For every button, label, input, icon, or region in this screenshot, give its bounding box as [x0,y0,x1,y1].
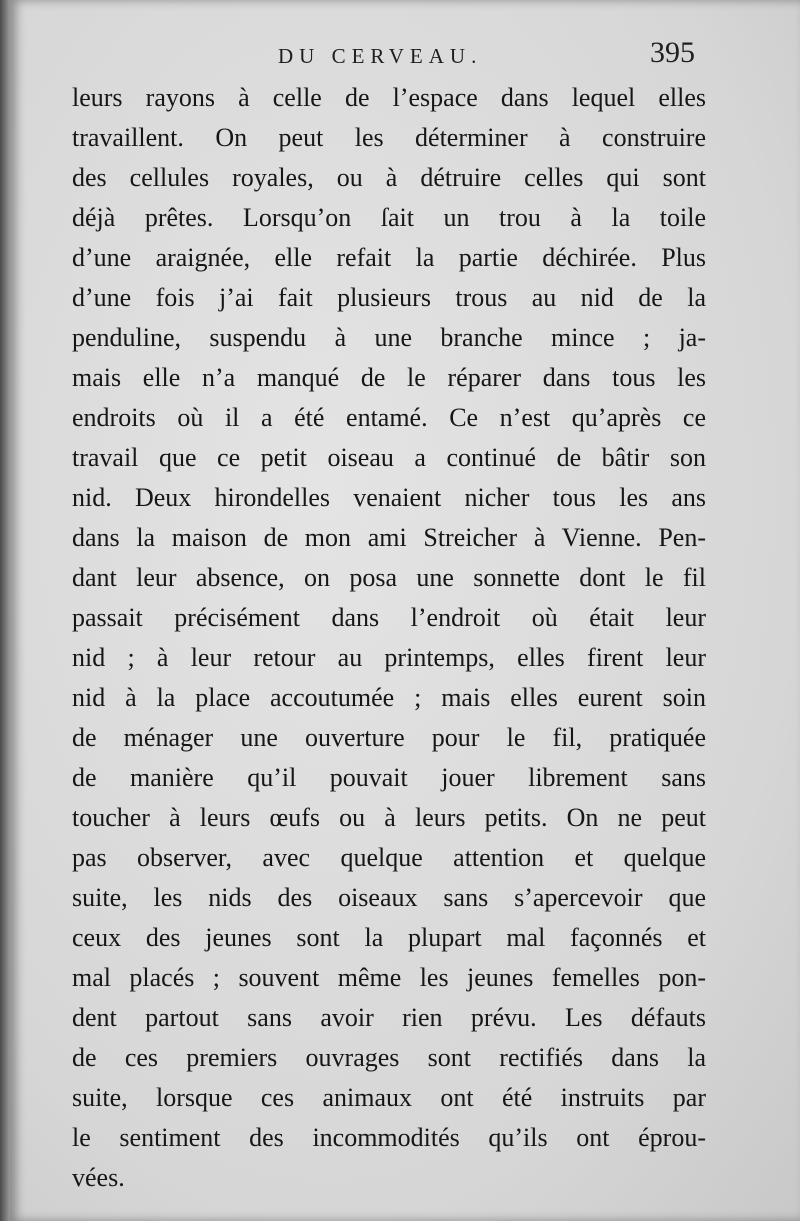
text-line: mal placés ; souvent même les jeunes femelles pon- [72,963,706,992]
text-line: leurs rayons à celle de l’espace dans lequel elles [72,83,706,112]
book-page [10,0,800,1221]
text-line: des cellules royales, ou à détruire celles qui sont [72,163,706,192]
text-line: nid ; à leur retour au printemps, elles firent leur [72,643,706,672]
text-line: dant leur absence, on posa une sonnette dont le fil [72,563,706,592]
text-line: de ces premiers ouvrages sont rectifiés dans la [72,1043,706,1072]
text-line: de manière qu’il pouvait jouer librement sans [72,763,706,792]
text-line: mais elle n’a manqué de le réparer dans tous les [72,363,706,392]
text-line: nid. Deux hirondelles venaient nicher tous les ans [72,483,706,512]
body-text [72,78,706,1198]
text-line: le sentiment des incommodités qu’ils ont éprou- [72,1123,706,1152]
text-line: endroits où il a été entamé. Ce n’est qu’après ce [72,403,706,432]
text-line: pas observer, avec quelque attention et quelque [72,843,706,872]
text-line: suite, lorsque ces animaux ont été instruits par [72,1083,706,1112]
text-line: d’une araignée, elle refait la partie déchirée. Plus [72,243,706,272]
page-number: 395 [650,36,695,69]
text-line: penduline, suspendu à une branche mince ; ja- [72,323,706,352]
text-line: dans la maison de mon ami Streicher à Vienne. Pen- [72,523,706,552]
text-line: de ménager une ouverture pour le fil, pratiquée [72,723,706,752]
text-line: passait précisément dans l’endroit où était leur [72,603,706,632]
text-line: travail que ce petit oiseau a continué de bâtir son [72,443,706,472]
text-line: suite, les nids des oiseaux sans s’apercevoir que [72,883,706,912]
text-line: déjà prêtes. Lorsqu’on ſait un trou à la toile [72,203,706,232]
text-line: d’une fois j’ai fait plusieurs trous au nid de la [72,283,706,312]
text-line-last: vées. [72,1163,125,1192]
page-edge-shadow [0,0,10,1221]
text-line: ceux des jeunes sont la plupart mal façonnés et [72,923,706,952]
text-line: travaillent. On peut les déterminer à construire [72,123,706,152]
running-title: DU CERVEAU. [278,44,483,68]
text-line: dent partout sans avoir rien prévu. Les défauts [72,1003,706,1032]
text-line: toucher à leurs œufs ou à leurs petits. On ne peut [72,803,706,832]
text-line: nid à la place accoutumée ; mais elles eurent soin [72,683,706,712]
